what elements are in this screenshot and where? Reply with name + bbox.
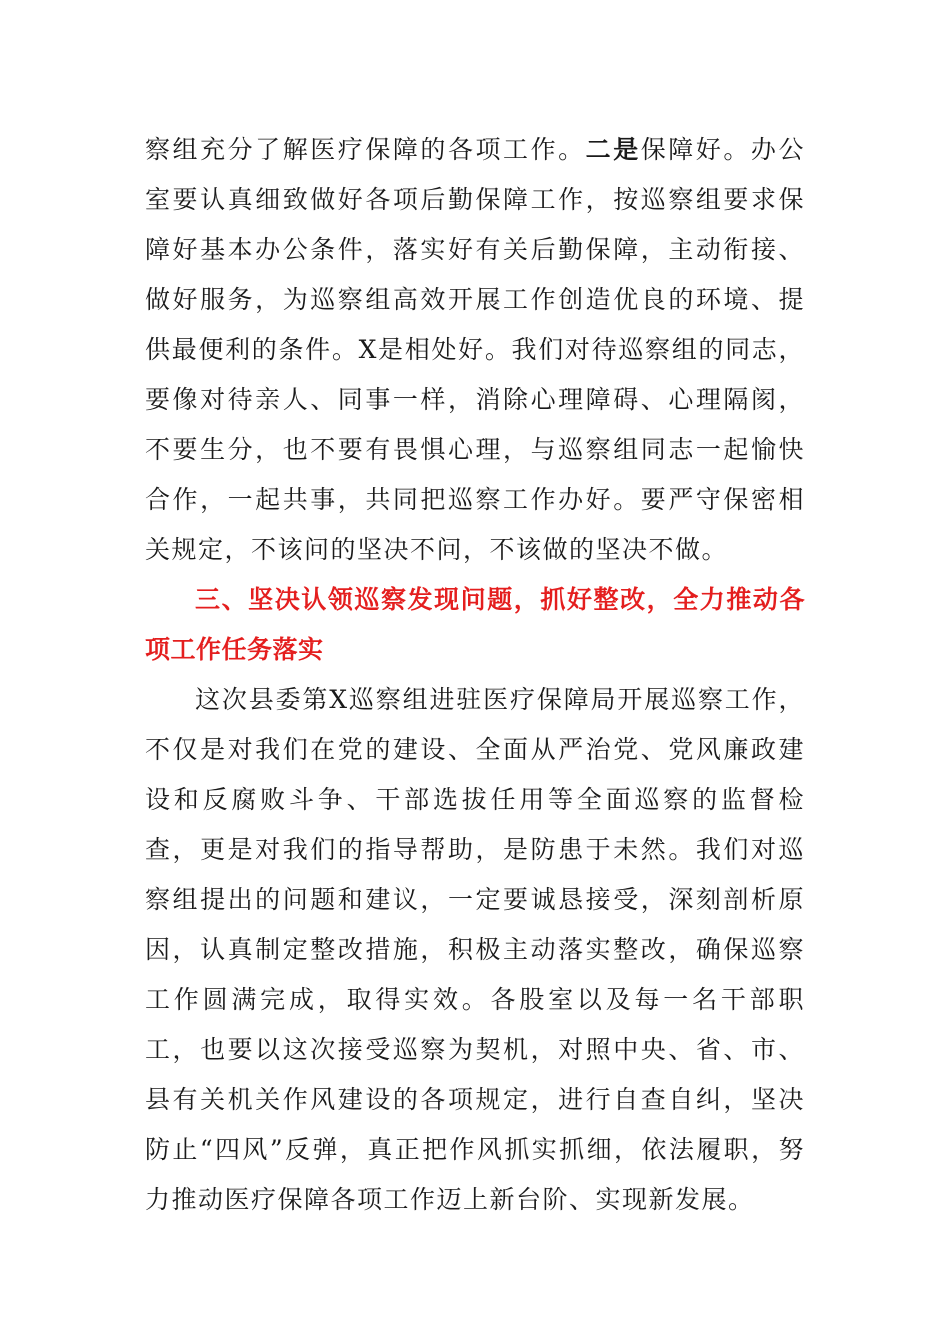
paragraph-body: 这次县委第X巡察组进驻医疗保障局开展巡察工作，不仅是对我们在党的建设、全面从严治党、党风廉政建设和反腐败斗争、干部选拔任用等全面巡察的监督检查，更是对我们的指导帮助，是防患于未然。我们对巡察组提出的问题和建议，一定要诚恳接受，深刻剖析原因，认真制定整改措施，积极主动落实整改，确保巡察工作圆满完成，取得实效。各股室以及每一名干部职工，也要以这次接受巡察为契机，对照中央、省、市、县有关机关作风建设的各项规定，进行自查自纠，坚决防止“四风”反弹，真正把作风抓实抓细，依法履职，努力推动医疗保障各项工作迈上新台阶、实现新发展。 [145,685,805,1214]
paragraph-continuation [145,125,805,575]
document-body [145,125,805,1225]
emphasis-text: 二是 [585,135,641,164]
paragraph-text-a: 察组充分了解医疗保障的各项工作。 [145,135,586,164]
paragraph-text-b: 保障好。办公室要认真细致做好各项后勤保障工作，按巡察组要求保障好基本办公条件，落实好有关后勤保障，主动衔接、做好服务，为巡察组高效开展工作创造优良的环境、提供最便利的条件。X是相处好。我们对待巡察组的同志，要像对待亲人、同事一样，消除心理障碍、心理隔阂，不要生分，也不要有畏惧心理，与巡察组同志一起愉快合作，一起共事，共同把巡察工作办好。要严守保密相关规定，不该问的坚决不问，不该做的坚决不做。 [145,135,805,564]
section-heading: 三、坚决认领巡察发现问题，抓好整改，全力推动各项工作任务落实 [145,585,805,664]
